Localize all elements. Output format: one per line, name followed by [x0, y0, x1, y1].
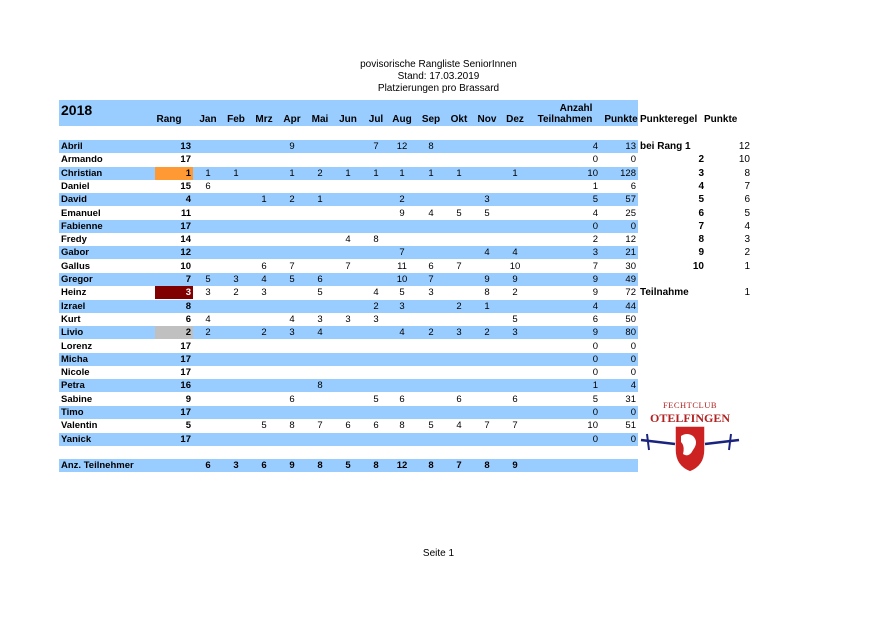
row-rang: 17	[180, 353, 191, 365]
row-month-value: 6	[205, 180, 211, 192]
row-punkte: 0	[630, 340, 636, 352]
row-month-value: 9	[289, 141, 295, 152]
row-anzahl: 1	[592, 380, 598, 392]
row-anzahl: 0	[592, 407, 598, 418]
row-rang: 11	[180, 207, 191, 219]
row-month-value: 8	[289, 420, 295, 432]
table-row	[59, 393, 638, 406]
row-name: Abril	[61, 141, 83, 152]
row-name: Gregor	[61, 274, 93, 285]
row-month-value: 5	[317, 287, 323, 299]
row-month-value: 7	[428, 274, 434, 285]
total-month-value: 12	[396, 460, 408, 471]
row-punkte: 13	[625, 141, 636, 152]
row-month-value: 2	[317, 167, 323, 179]
row-name: Fabienne	[61, 220, 103, 232]
punkteregel-rank: bei Rang 1	[640, 141, 691, 152]
row-rang: 13	[180, 141, 191, 152]
row-rang: 1	[155, 167, 193, 180]
row-month-value: 12	[396, 141, 408, 152]
row-month-value: 3	[428, 287, 434, 299]
row-punkte: 0	[630, 367, 636, 379]
row-name: Nicole	[61, 367, 90, 379]
table-row	[59, 180, 638, 193]
punkteregel-pts: 7	[744, 180, 750, 192]
row-month-value: 7	[373, 141, 379, 152]
row-punkte: 128	[620, 167, 636, 179]
row-month-value: 2	[289, 194, 295, 206]
row-month-value: 1	[261, 194, 267, 206]
total-month-value: 6	[205, 460, 211, 471]
row-month-value: 4	[512, 247, 518, 259]
col-month-apr: Apr	[283, 114, 301, 125]
row-month-value: 4	[399, 327, 405, 339]
teilnahme-pts: 1	[744, 287, 750, 299]
row-anzahl: 3	[592, 247, 598, 259]
row-rang: 14	[180, 234, 191, 246]
row-punkte: 12	[625, 234, 636, 246]
row-rang: 12	[180, 247, 191, 259]
total-month-value: 9	[512, 460, 518, 471]
doc-subtitle: Platzierungen pro Brassard	[377, 83, 500, 94]
punkteregel-rank: 7	[698, 220, 704, 232]
row-punkte: 50	[625, 313, 636, 325]
punkteregel-pts: 5	[744, 207, 750, 219]
punkteregel-title: Punkteregel	[640, 114, 698, 125]
row-month-value: 4	[428, 207, 434, 219]
punkteregel-pts-title: Punkte	[704, 114, 738, 125]
row-month-value: 5	[205, 274, 211, 285]
col-month-nov: Nov	[477, 114, 497, 125]
row-rang: 17	[180, 367, 191, 379]
row-month-value: 7	[456, 260, 462, 272]
row-rang: 9	[185, 393, 191, 405]
svg-text:FECHTCLUB: FECHTCLUB	[662, 400, 718, 410]
row-month-value: 3	[373, 313, 379, 325]
row-anzahl: 6	[592, 313, 598, 325]
table-row	[59, 366, 638, 379]
row-month-value: 6	[512, 393, 518, 405]
table-row	[59, 153, 638, 166]
row-month-value: 8	[428, 141, 434, 152]
row-punkte: 51	[625, 420, 636, 432]
row-month-value: 5	[456, 207, 462, 219]
row-month-value: 1	[399, 167, 405, 179]
row-month-value: 2	[456, 300, 462, 312]
col-month-jan: Jan	[199, 114, 217, 125]
row-anzahl: 4	[592, 300, 598, 312]
punkteregel-rank: 10	[692, 260, 704, 272]
row-month-value: 8	[373, 234, 379, 246]
row-month-value: 8	[399, 420, 405, 432]
row-punkte: 21	[625, 247, 636, 259]
row-rang: 17	[180, 220, 191, 232]
table-row	[59, 313, 638, 326]
table-row	[59, 260, 638, 273]
row-punkte: 31	[625, 393, 636, 405]
row-name: Valentin	[61, 420, 98, 432]
row-anzahl: 4	[592, 207, 598, 219]
total-month-value: 9	[289, 460, 295, 471]
row-name: Timo	[61, 407, 84, 418]
row-month-value: 4	[205, 313, 211, 325]
row-punkte: 25	[625, 207, 636, 219]
row-name: Christian	[61, 167, 103, 179]
row-name: Micha	[61, 353, 88, 365]
table-row	[59, 246, 638, 259]
row-month-value: 9	[399, 207, 405, 219]
total-month-value: 5	[345, 460, 351, 471]
table-row	[59, 167, 638, 180]
row-month-value: 6	[456, 393, 462, 405]
svg-text:OTELFINGEN: OTELFINGEN	[649, 411, 731, 425]
row-month-value: 6	[345, 420, 351, 432]
punkteregel-rank: 5	[698, 194, 704, 206]
col-month-jun: Jun	[339, 114, 357, 125]
row-anzahl: 0	[592, 367, 598, 379]
row-month-value: 2	[261, 327, 267, 339]
row-name: Yanick	[61, 433, 92, 445]
row-punkte: 30	[625, 260, 636, 272]
col-month-jul: Jul	[368, 114, 384, 125]
col-month-okt: Okt	[450, 114, 468, 125]
table-row	[59, 193, 638, 206]
row-month-value: 2	[428, 327, 434, 339]
row-rang: 17	[180, 154, 191, 166]
row-rang: 4	[185, 194, 191, 206]
row-month-value: 6	[261, 260, 267, 272]
row-month-value: 6	[428, 260, 434, 272]
total-row	[59, 459, 638, 472]
row-anzahl: 10	[587, 420, 598, 432]
total-month-value: 8	[428, 460, 434, 471]
punkteregel-pts: 3	[744, 234, 750, 246]
row-month-value: 1	[484, 300, 490, 312]
punkteregel-pts: 2	[744, 247, 750, 259]
table-year: 2018	[61, 102, 93, 118]
total-label: Anz. Teilnehmer	[61, 460, 134, 471]
row-name: Izrael	[61, 300, 86, 312]
row-punkte: 72	[625, 287, 636, 299]
row-rang: 8	[185, 300, 191, 312]
row-punkte: 80	[625, 327, 636, 339]
row-punkte: 49	[625, 274, 636, 285]
row-month-value: 1	[456, 167, 462, 179]
row-month-value: 3	[289, 327, 295, 339]
row-rang: 17	[180, 433, 191, 445]
row-month-value: 2	[373, 300, 379, 312]
row-month-value: 10	[396, 274, 408, 285]
row-month-value: 5	[399, 287, 405, 299]
row-month-value: 7	[289, 260, 295, 272]
col-month-dez: Dez	[506, 114, 524, 125]
doc-title: povisorische Rangliste SeniorInnen	[360, 59, 517, 70]
punkteregel-pts: 8	[744, 167, 750, 179]
punkteregel-pts: 1	[744, 260, 750, 272]
row-punkte: 0	[630, 407, 636, 418]
row-name: Gabor	[61, 247, 89, 259]
row-name: Petra	[61, 380, 85, 392]
row-month-value: 3	[456, 327, 462, 339]
doc-date: Stand: 17.03.2019	[397, 71, 480, 82]
row-anzahl: 4	[592, 141, 598, 152]
row-month-value: 11	[397, 260, 407, 272]
row-name: Emanuel	[61, 207, 101, 219]
col-rang: Rang	[156, 114, 182, 125]
row-month-value: 1	[345, 167, 351, 179]
table-row	[59, 233, 638, 246]
row-name: Livio	[61, 327, 84, 339]
row-month-value: 7	[345, 260, 351, 272]
row-anzahl: 5	[592, 393, 598, 405]
row-month-value: 4	[373, 287, 379, 299]
row-month-value: 3	[484, 194, 490, 206]
row-month-value: 3	[233, 274, 239, 285]
row-month-value: 7	[512, 420, 518, 432]
club-logo	[637, 396, 743, 474]
row-month-value: 8	[484, 287, 490, 299]
row-rang: 10	[180, 260, 191, 272]
row-month-value: 10	[509, 260, 521, 272]
row-month-value: 1	[317, 194, 323, 206]
row-month-value: 4	[317, 327, 323, 339]
row-month-value: 4	[345, 234, 351, 246]
punkteregel-pts: 12	[738, 141, 750, 152]
row-punkte: 44	[625, 300, 636, 312]
row-name: Lorenz	[61, 340, 93, 352]
row-punkte: 0	[630, 154, 636, 166]
row-month-value: 3	[399, 300, 405, 312]
row-name: Gallus	[61, 260, 91, 272]
col-month-mai: Mai	[311, 114, 329, 125]
row-month-value: 5	[428, 420, 434, 432]
page-number: Seite 1	[422, 548, 455, 559]
row-anzahl: 9	[592, 274, 598, 285]
row-anzahl: 0	[592, 220, 598, 232]
row-month-value: 1	[428, 167, 434, 179]
row-month-value: 2	[205, 327, 211, 339]
table-row	[59, 207, 638, 220]
row-month-value: 1	[233, 167, 239, 179]
table-row	[59, 419, 638, 432]
row-month-value: 4	[261, 274, 267, 285]
row-name: Heinz	[61, 287, 87, 299]
row-rang: 17	[180, 340, 191, 352]
row-name: Kurt	[61, 313, 81, 325]
total-month-value: 8	[373, 460, 379, 471]
col-anzahl-line2: Teilnahmen	[537, 114, 593, 125]
teilnahme-label: Teilnahme	[640, 287, 689, 299]
punkteregel-rank: 6	[698, 207, 704, 219]
col-month-mrz: Mrz	[255, 114, 273, 125]
row-month-value: 7	[317, 420, 323, 432]
row-anzahl: 0	[592, 340, 598, 352]
row-month-value: 3	[261, 287, 267, 299]
row-anzahl: 9	[592, 327, 598, 339]
row-punkte: 0	[630, 433, 636, 445]
table-row	[59, 340, 638, 353]
table-row	[59, 140, 638, 153]
row-anzahl: 1	[592, 180, 598, 192]
row-month-value: 7	[484, 420, 490, 432]
row-rang: 3	[155, 286, 193, 299]
col-anzahl-line1: Anzahl	[559, 103, 593, 114]
row-month-value: 5	[512, 313, 518, 325]
row-anzahl: 5	[592, 194, 598, 206]
row-month-value: 4	[456, 420, 462, 432]
row-name: Fredy	[61, 234, 87, 246]
row-month-value: 6	[399, 393, 405, 405]
col-month-aug: Aug	[392, 114, 412, 125]
row-month-value: 5	[373, 393, 379, 405]
table-row	[59, 300, 638, 313]
row-month-value: 4	[484, 247, 490, 259]
row-anzahl: 0	[592, 154, 598, 166]
row-punkte: 0	[630, 353, 636, 365]
row-month-value: 9	[512, 274, 518, 285]
col-punkte: Punkte	[604, 114, 638, 125]
row-month-value: 2	[484, 327, 490, 339]
total-month-value: 8	[484, 460, 490, 471]
row-month-value: 2	[233, 287, 239, 299]
row-month-value: 7	[399, 247, 405, 259]
row-month-value: 8	[317, 380, 323, 392]
table-row	[59, 406, 638, 419]
punkteregel-rank: 3	[698, 167, 704, 179]
col-month-sep: Sep	[421, 114, 441, 125]
punkteregel-rank: 9	[698, 247, 704, 259]
table-row	[59, 286, 638, 299]
row-anzahl: 7	[592, 260, 598, 272]
row-month-value: 1	[289, 167, 295, 179]
row-name: Daniel	[61, 180, 90, 192]
row-rang: 5	[185, 420, 191, 432]
row-month-value: 6	[373, 420, 379, 432]
punkteregel-pts: 10	[738, 154, 750, 166]
row-month-value: 1	[373, 167, 379, 179]
punkteregel-pts: 6	[744, 194, 750, 206]
row-name: Armando	[61, 154, 103, 166]
total-month-value: 7	[456, 460, 462, 471]
row-rang: 2	[155, 326, 193, 339]
row-rang: 6	[185, 313, 191, 325]
table-row	[59, 273, 638, 286]
table-row	[59, 220, 638, 233]
row-anzahl: 0	[592, 433, 598, 445]
punkteregel-rank: 8	[698, 234, 704, 246]
row-anzahl: 0	[592, 353, 598, 365]
row-month-value: 1	[512, 167, 518, 179]
row-month-value: 6	[317, 274, 323, 285]
row-month-value: 2	[512, 287, 518, 299]
row-month-value: 4	[289, 313, 295, 325]
punkteregel-rank: 4	[698, 180, 704, 192]
table-row	[59, 353, 638, 366]
row-month-value: 5	[484, 207, 490, 219]
row-month-value: 5	[289, 274, 295, 285]
row-month-value: 3	[205, 287, 211, 299]
row-month-value: 5	[261, 420, 267, 432]
punkteregel-pts: 4	[744, 220, 750, 232]
row-anzahl: 2	[592, 234, 598, 246]
total-month-value: 3	[233, 460, 239, 471]
table-row	[59, 433, 638, 446]
total-month-value: 6	[261, 460, 267, 471]
punkteregel-rank: 2	[698, 154, 704, 166]
row-month-value: 3	[512, 327, 518, 339]
row-name: Sabine	[61, 393, 93, 405]
col-month-feb: Feb	[227, 114, 245, 125]
row-rang: 7	[185, 274, 191, 285]
row-month-value: 6	[289, 393, 295, 405]
row-month-value: 3	[317, 313, 323, 325]
total-month-value: 8	[317, 460, 323, 471]
row-month-value: 9	[484, 274, 490, 285]
row-rang: 15	[180, 180, 191, 192]
row-rang: 16	[180, 380, 191, 392]
row-month-value: 2	[399, 194, 405, 206]
row-name: David	[61, 194, 87, 206]
row-anzahl: 9	[592, 287, 598, 299]
row-punkte: 4	[630, 380, 636, 392]
row-punkte: 6	[630, 180, 636, 192]
row-month-value: 3	[345, 313, 351, 325]
row-rang: 17	[180, 407, 191, 418]
row-month-value: 1	[205, 167, 211, 179]
row-anzahl: 10	[587, 167, 598, 179]
row-punkte: 0	[630, 220, 636, 232]
row-punkte: 57	[625, 194, 636, 206]
table-row	[59, 379, 638, 392]
table-row	[59, 326, 638, 339]
